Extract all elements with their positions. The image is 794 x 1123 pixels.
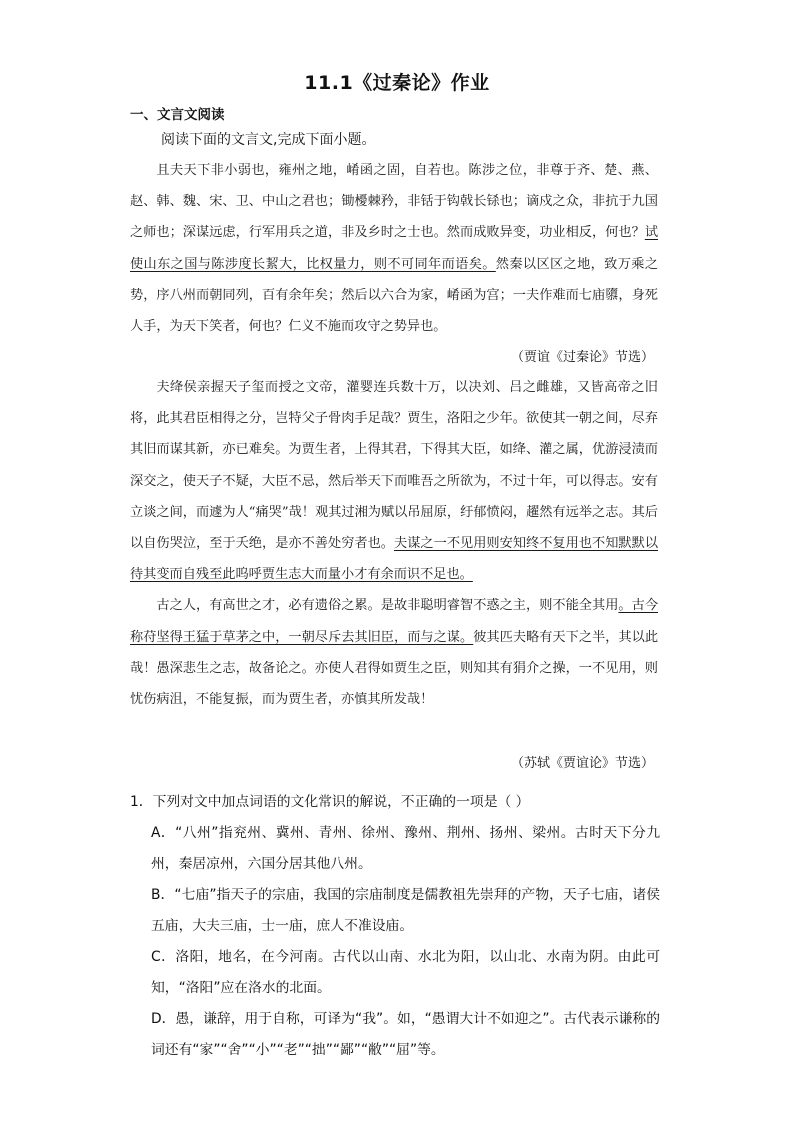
- underlined-sentence: 夫谋之一不见用则安知终不复用也不知默默以待其变而自残至此呜呼贾生志大而量小才有余而识不足也。: [130, 536, 659, 583]
- passage-guoqinlun: [130, 155, 658, 342]
- passage-text: 夫绛侯亲握天子玺而授之文帝，灌婴连兵数十万，以决刘、吕之雌雄，又皆高帝之旧将，此其君臣相得之分，岂特父子骨肉手足哉？贾生，洛阳之少年。欲使其一朝之间，尽弃其旧而谋其新，亦已难矣。为贾生者，上得其君，下得其大臣，如绛、灌之属，优游浸渍而深交之，使天子不疑，大臣不忌，然后举天下而唯吾之所欲为，不过十年，可以得志。安有立谈之间，而遽为人“痛哭”哉！观其过湘为赋以吊屈原，纡郁愤闷，趯然有远举之志。其后以自伤哭泣，至于夭绝，是亦不善处穷者也。: [130, 380, 658, 552]
- question-stem: 1．下列对文中加点词语的文化常识的解说，不正确的一项是（ ）: [130, 794, 530, 810]
- option-a[interactable]: A．“八州”指兖州、冀州、青州、徐州、豫州、荆州、扬州、梁州。古时天下分九州，秦居凉州，六国分居其他八州。: [151, 825, 660, 872]
- passage-paragraph: [130, 155, 658, 342]
- option-c[interactable]: C．洛阳，地名，在今河南。古代以山南、水北为阳，以山北、水南为阴。由此可知，“洛阳”应在洛水的北面。: [151, 949, 660, 996]
- question-1: [130, 787, 660, 1066]
- passage-jiayilun: [130, 372, 658, 715]
- underlined-sentence: 试使山东之国与陈涉度长絜大，比权量力，则不可同年而语矣。: [130, 225, 658, 272]
- source-citation: （苏轼《贾谊论》节选）: [510, 756, 654, 771]
- page-title: 11.1《过秦论》作业: [304, 72, 490, 94]
- passage-text: 且夫天下非小弱也，雍州之地，崤函之固，自若也。陈涉之位，非尊于齐、楚、燕、赵、韩、魏、宋、卫、中山之君也；锄櫌棘矜，非铦于钩戟长铩也；谪戍之众，非抗于九国之师也；深谋远虑，行军用兵之道，非及乡时之士也。然而成败异变，功业相反，何也？: [130, 163, 658, 241]
- option-b[interactable]: B．“七庙”指天子的宗庙，我国的宗庙制度是儒教祖先崇拜的产物，天子七庙，诸侯五庙，大夫三庙，士一庙，庶人不准设庙。: [151, 887, 660, 934]
- passage-text: 然秦以区区之地，致万乘之势，序八州而朝同列，百有余年矣；然后以六合为家，崤函为宫；一夫作难而七庙隳，身死人手，为天下笑者，何也？仁义不施而攻守之势异也。: [130, 256, 659, 335]
- option-d[interactable]: D．愚，谦辞，用于自称，可译为“我”。如，“愚谓大计不如迎之”。古代表示谦称的词还有“家”“舍”“小”“老”“拙”“鄙”“敝”“屈”等。: [151, 1011, 660, 1058]
- underlined-sentence: 。古今称苻坚得王猛于草茅之中，一朝尽斥去其旧臣，而与之谋。: [130, 598, 659, 645]
- section-heading: 一、文言文阅读: [130, 107, 225, 123]
- passage-text: 古之人，有高世之才，必有遗俗之累。是故非聪明睿智不惑之主，则不能全其用: [156, 598, 619, 614]
- instruction-text: 阅读下面的文言文,完成下面小题。: [161, 132, 376, 148]
- passage-paragraph: [130, 372, 658, 590]
- passage-paragraph: [130, 590, 658, 715]
- source-citation: （贾谊《过秦论》节选）: [510, 350, 654, 365]
- passage-text: 彼其匹夫略有天下之半，其以此哉！愚深悲生之志，故备论之。亦使人君得如贾生之臣，则知其有狷介之操，一不见用，则忧伤病沮，不能复振，而为贾生者，亦慎其所发哉！: [130, 629, 659, 708]
